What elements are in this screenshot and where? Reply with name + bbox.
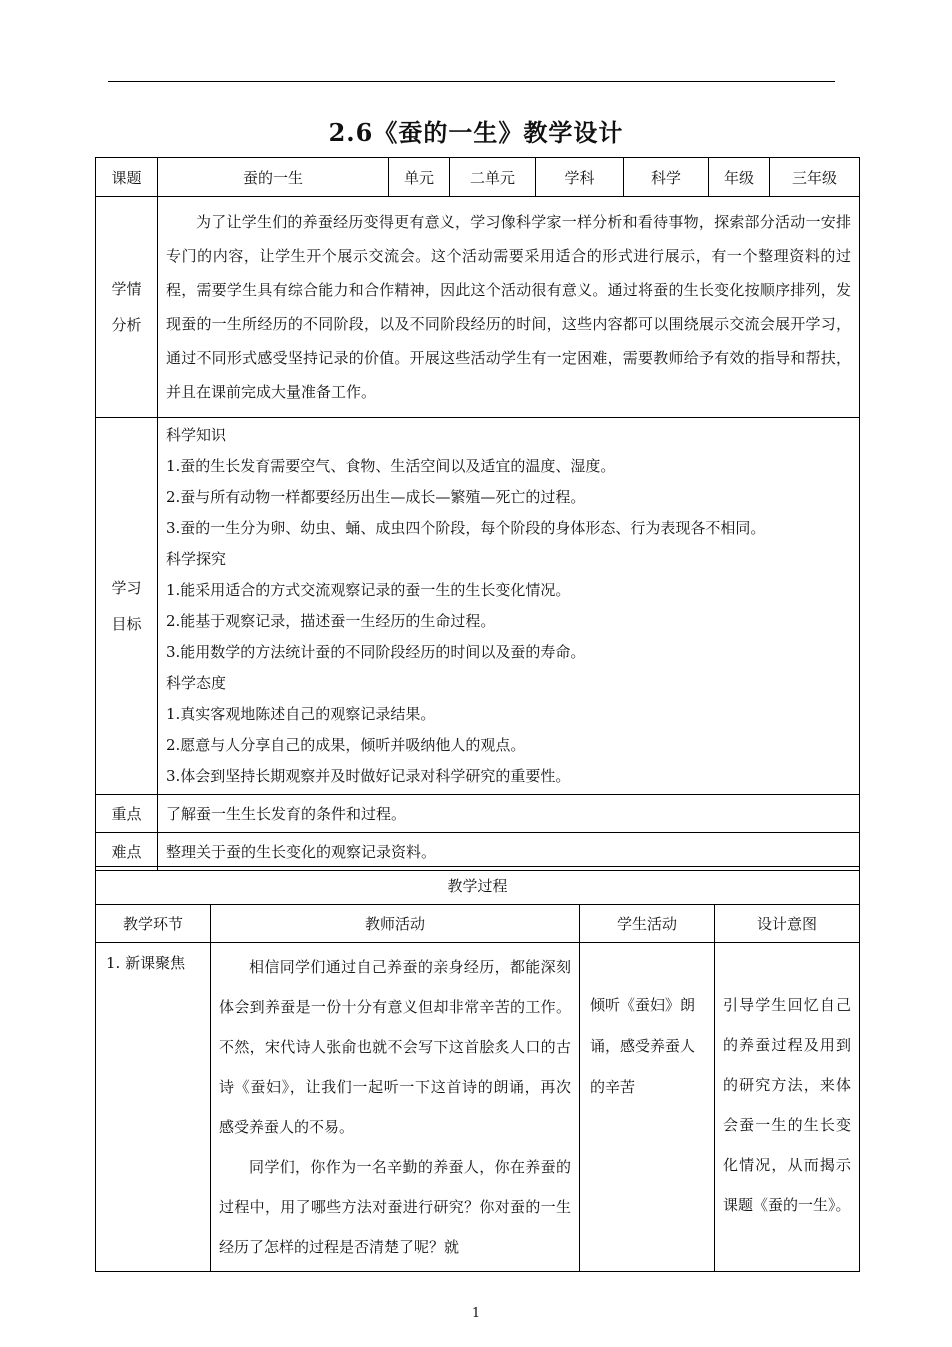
lesson-info-table	[95, 157, 860, 871]
grade-label: 年级	[709, 158, 770, 197]
column-header-stage: 教学环节	[96, 905, 211, 943]
goals-content	[158, 418, 860, 795]
goal-line: 2.愿意与人分享自己的成果，倾听并吸纳他人的观点。	[166, 736, 526, 754]
teacher-paragraph: 相信同学们通过自己养蚕的亲身经历，都能深刻体会到养蚕是一份十分有意义但却非常辛苦的工作。不然，宋代诗人张俞也就不会写下这首脍炙人口的古诗《蚕妇》，让我们一起听一下这首诗的朗诵，再次感受养蚕人的不易。	[219, 958, 571, 1136]
process-header-row	[96, 905, 860, 943]
key-point-label: 重点	[96, 795, 158, 833]
goal-line: 1.真实客观地陈述自己的观察记录结果。	[166, 705, 436, 723]
analysis-label: 学情 分析	[96, 197, 158, 418]
teaching-process-table	[95, 866, 860, 1272]
process-title: 教学过程	[96, 867, 860, 905]
stage-cell: 1. 新课聚焦	[96, 943, 211, 1272]
column-header-student: 学生活动	[580, 905, 715, 943]
student-activity-cell: 倾听《蚕妇》朗诵，感受养蚕人的辛苦	[580, 943, 715, 1272]
page-number: 1	[471, 1306, 481, 1321]
subject-value: 科学	[624, 158, 709, 197]
topic-label: 课题	[96, 158, 158, 197]
goal-line: 2.能基于观察记录，描述蚕一生经历的生命过程。	[166, 612, 496, 630]
subject-label: 学科	[536, 158, 624, 197]
teacher-activity-cell	[211, 943, 580, 1272]
unit-label: 单元	[389, 158, 450, 197]
process-row	[96, 943, 860, 1272]
goal-line: 1.蚕的生长发育需要空气、食物、生活空间以及适宜的温度、湿度。	[166, 457, 616, 475]
process-title-row	[96, 867, 860, 905]
goal-line: 科学探究	[166, 550, 227, 568]
column-header-teacher: 教师活动	[211, 905, 580, 943]
header-rule	[108, 81, 835, 82]
difficult-point-text: 整理关于蚕的生长变化的观察记录资料。	[158, 833, 860, 871]
goals-row	[96, 418, 860, 795]
goal-line: 3.体会到坚持长期观察并及时做好记录对科学研究的重要性。	[166, 767, 571, 785]
design-intent-cell: 引导学生回忆自己的养蚕过程及用到的研究方法，来体会蚕一生的生长变化情况，从而揭示课题《蚕的一生》。	[715, 943, 860, 1272]
goal-line: 科学态度	[166, 674, 227, 692]
difficult-point-row	[96, 833, 860, 871]
unit-value: 二单元	[450, 158, 536, 197]
header-row	[96, 158, 860, 197]
document-title: 2.6《蚕的一生》教学设计	[328, 118, 624, 147]
goal-line: 1.能采用适合的方式交流观察记录的蚕一生的生长变化情况。	[166, 581, 571, 599]
key-point-text: 了解蚕一生生长发育的条件和过程。	[158, 795, 860, 833]
goal-line: 科学知识	[166, 426, 227, 444]
column-header-intent: 设计意图	[715, 905, 860, 943]
grade-value: 三年级	[770, 158, 860, 197]
teacher-paragraph: 同学们，你作为一名辛勤的养蚕人，你在养蚕的过程中，用了哪些方法对蚕进行研究？你对蚕的一生经历了怎样的过程是否清楚了呢？就	[219, 1158, 571, 1256]
goal-line: 3.蚕的一生分为卵、幼虫、蛹、成虫四个阶段，每个阶段的身体形态、行为表现各不相同。	[166, 519, 766, 537]
analysis-row	[96, 197, 860, 418]
key-point-row	[96, 795, 860, 833]
goal-line: 3.能用数学的方法统计蚕的不同阶段经历的时间以及蚕的寿命。	[166, 643, 586, 661]
goals-label: 学习 目标	[96, 418, 158, 795]
analysis-text: 为了让学生们的养蚕经历变得更有意义，学习像科学家一样分析和看待事物，探索部分活动一安排专门的内容，让学生开个展示交流会。这个活动需要采用适合的形式进行展示，有一个整理资料的过程，需要学生具有综合能力和合作精神，因此这个活动很有意义。通过将蚕的生长变化按顺序排列，发现蚕的一生所经历的不同阶段，以及不同阶段经历的时间，这些内容都可以围绕展示交流会展开学习，通过不同形式感受坚持记录的价值。开展这些活动学生有一定困难，需要教师给予有效的指导和帮扶，并且在课前完成大量准备工作。	[158, 197, 860, 418]
goal-line: 2.蚕与所有动物一样都要经历出生—成长—繁殖—死亡的过程。	[166, 488, 586, 506]
difficult-point-label: 难点	[96, 833, 158, 871]
topic-value: 蚕的一生	[158, 158, 389, 197]
